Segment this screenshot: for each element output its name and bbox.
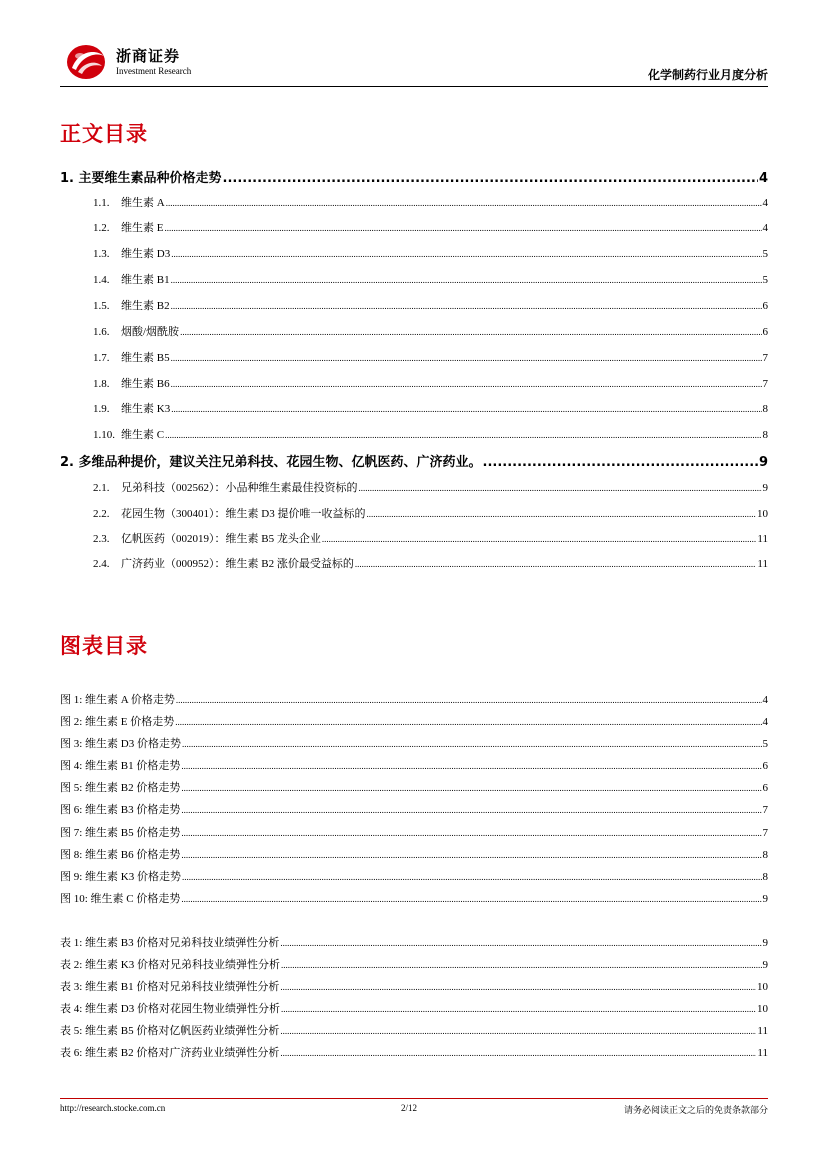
chart-entry[interactable] <box>60 691 768 707</box>
dot-leader <box>359 483 762 493</box>
dot-leader <box>180 327 761 337</box>
table-entry-page: 9 <box>762 937 768 949</box>
toc-entry-page: 11 <box>757 558 768 570</box>
dot-leader <box>483 455 758 470</box>
toc-entry-label: 维生素 E <box>121 222 164 234</box>
toc-entry-page: 9 <box>762 482 768 494</box>
chart-entry[interactable] <box>60 890 768 906</box>
dot-leader <box>355 559 757 569</box>
chart-entry-label: 图 6: 维生素 B3 价格走势 <box>60 804 181 816</box>
chart-entry-label: 图 8: 维生素 B6 价格走势 <box>60 849 181 861</box>
chart-entry-page: 8 <box>762 871 768 883</box>
table-entry-label: 表 3: 维生素 B1 价格对兄弟科技业绩弹性分析 <box>60 981 280 993</box>
toc-entry-label: 维生素 B6 <box>121 378 170 390</box>
chart-entry-label: 图 3: 维生素 D3 价格走势 <box>60 738 181 750</box>
dot-leader <box>165 430 761 440</box>
chart-entry-label: 图 5: 维生素 B2 价格走势 <box>60 782 181 794</box>
toc-entry-1-4[interactable] <box>93 271 768 287</box>
chart-entry-label: 图 7: 维生素 B5 价格走势 <box>60 827 181 839</box>
page-indicator: 2/12 <box>401 1103 418 1113</box>
chart-entry[interactable] <box>60 868 768 884</box>
table-entry[interactable] <box>60 1000 768 1016</box>
chart-entry-page: 9 <box>762 893 768 905</box>
toc-entry-label: 维生素 A <box>121 197 165 209</box>
toc-entry-page: 8 <box>762 403 768 415</box>
toc-entry-label: 广济药业（000952）：维生素 B2 涨价最受益标的 <box>121 558 354 570</box>
chart-entry-page: 4 <box>762 694 768 706</box>
toc-entry-label: 维生素 C <box>121 429 165 441</box>
chart-entry[interactable] <box>60 757 768 773</box>
toc-entry-page: 11 <box>757 533 768 545</box>
toc-entry-page: 7 <box>762 378 768 390</box>
table-entry-page: 9 <box>762 959 768 971</box>
chart-entry[interactable] <box>60 846 768 862</box>
chart-entry-page: 7 <box>762 827 768 839</box>
dot-leader <box>175 717 761 727</box>
chart-entry[interactable] <box>60 713 768 729</box>
toc-entry-2-1[interactable] <box>93 479 768 495</box>
toc-entry-page: 8 <box>762 429 768 441</box>
dot-leader <box>171 275 762 285</box>
toc-entry-page: 10 <box>757 508 768 520</box>
chart-entry-label: 图 2: 维生素 E 价格走势 <box>60 716 175 728</box>
header-divider <box>60 86 768 87</box>
dot-leader <box>280 1048 756 1058</box>
toc-entry-number: 1.9. <box>93 403 110 415</box>
contents-heading: 正文目录 <box>60 122 148 146</box>
dot-leader <box>181 850 761 860</box>
toc-entry-number: 2.3. <box>93 533 110 545</box>
brand-logo <box>64 38 214 82</box>
toc-entry-page: 5 <box>762 248 768 260</box>
toc-entry-page: 6 <box>762 326 768 338</box>
toc-entry-number: 1.5. <box>93 300 110 312</box>
dot-leader <box>181 761 761 771</box>
toc-entry-label: 兄弟科技（002562）：小品种维生素最佳投资标的 <box>121 482 358 494</box>
toc-entry-label: 1. 主要维生素品种价格走势 <box>60 171 222 186</box>
dot-leader <box>171 379 762 389</box>
toc-entry-1[interactable] <box>60 167 768 186</box>
toc-entry-page: 4 <box>762 222 768 234</box>
footer-url-link[interactable]: http://research.stocke.com.cn <box>60 1103 166 1113</box>
dot-leader <box>322 534 757 544</box>
figures-heading: 图表目录 <box>60 634 148 658</box>
toc-entry-page: 9 <box>758 455 768 470</box>
toc-entry-1-9[interactable] <box>93 400 768 416</box>
dot-leader <box>366 509 756 519</box>
toc-entry-1-8[interactable] <box>93 375 768 391</box>
table-entry[interactable] <box>60 934 768 950</box>
chart-entry-page: 6 <box>762 782 768 794</box>
dot-leader <box>281 1004 756 1014</box>
table-entry-page: 10 <box>757 981 768 993</box>
chart-entry-label: 图 1: 维生素 A 价格走势 <box>60 694 175 706</box>
dot-leader <box>182 739 762 749</box>
table-entry-label: 表 5: 维生素 B5 价格对亿帆医药业绩弹性分析 <box>60 1025 280 1037</box>
chart-entry-label: 图 10: 维生素 C 价格走势 <box>60 893 181 905</box>
table-entry-label: 表 6: 维生素 B2 价格对广济药业业绩弹性分析 <box>60 1047 280 1059</box>
toc-entry-label: 花园生物（300401）：维生素 D3 提价唯一收益标的 <box>121 508 366 520</box>
dot-leader <box>171 353 762 363</box>
toc-entry-label: 维生素 B5 <box>121 352 170 364</box>
toc-entry-page: 5 <box>762 274 768 286</box>
chart-entry[interactable] <box>60 824 768 840</box>
chart-entry-label: 图 9: 维生素 K3 价格走势 <box>60 871 181 883</box>
toc-entry-number: 1.2. <box>93 222 110 234</box>
footer-divider <box>60 1098 768 1099</box>
toc-entry-1-1[interactable] <box>93 194 768 210</box>
dot-leader <box>171 404 761 414</box>
dot-leader <box>181 805 761 815</box>
toc-entry-number: 1.1. <box>93 197 110 209</box>
dot-leader <box>176 695 762 705</box>
toc-entry-number: 2.1. <box>93 482 110 494</box>
table-entry[interactable] <box>60 978 768 994</box>
dot-leader <box>280 982 756 992</box>
chart-entry-page: 4 <box>762 716 768 728</box>
toc-entry-number: 1.4. <box>93 274 110 286</box>
toc-entry-2-3[interactable] <box>93 530 768 546</box>
toc-entry-2-4[interactable] <box>93 555 768 571</box>
dot-leader <box>171 249 761 259</box>
dot-leader <box>171 301 762 311</box>
chart-entry-page: 5 <box>762 738 768 750</box>
chart-entry[interactable] <box>60 801 768 817</box>
dot-leader <box>181 828 761 838</box>
toc-entry-number: 1.10. <box>93 429 115 441</box>
dot-leader <box>181 894 761 904</box>
table-entry-label: 表 1: 维生素 B3 价格对兄弟科技业绩弹性分析 <box>60 937 280 949</box>
toc-entry-page: 4 <box>758 171 768 186</box>
dot-leader <box>164 223 761 233</box>
toc-entry-page: 4 <box>762 197 768 209</box>
toc-entry-1-2[interactable] <box>93 219 768 235</box>
dot-leader <box>182 872 762 882</box>
chart-entry[interactable] <box>60 779 768 795</box>
toc-entry-1-10[interactable] <box>93 426 768 442</box>
toc-entry-page: 7 <box>762 352 768 364</box>
dot-leader <box>280 938 761 948</box>
toc-entry-number: 1.8. <box>93 378 110 390</box>
toc-entry-label: 维生素 B2 <box>121 300 170 312</box>
toc-entry-number: 2.4. <box>93 558 110 570</box>
chart-entry-page: 8 <box>762 849 768 861</box>
toc-entry-label: 维生素 D3 <box>121 248 171 260</box>
toc-entry-page: 6 <box>762 300 768 312</box>
table-entry[interactable] <box>60 1022 768 1038</box>
table-entry-page: 10 <box>757 1003 768 1015</box>
toc-entry-number: 1.7. <box>93 352 110 364</box>
dot-leader <box>223 171 758 186</box>
chart-entry-label: 图 4: 维生素 B1 价格走势 <box>60 760 181 772</box>
dot-leader <box>280 1026 756 1036</box>
chart-entry[interactable] <box>60 735 768 751</box>
toc-entry-1-7[interactable] <box>93 349 768 365</box>
page-header <box>60 36 768 88</box>
toc-entry-label: 维生素 K3 <box>121 403 171 415</box>
dot-leader <box>181 783 761 793</box>
dot-leader <box>281 960 762 970</box>
report-title: 化学制药行业月度分析 <box>647 68 768 82</box>
toc-entry-number: 1.6. <box>93 326 110 338</box>
toc-entry-label: 维生素 B1 <box>121 274 170 286</box>
toc-entry-1-5[interactable] <box>93 297 768 313</box>
table-entry[interactable] <box>60 956 768 972</box>
table-entry[interactable] <box>60 1044 768 1060</box>
brand-name-en: Investment Research <box>116 66 192 76</box>
toc-entry-label: 2. 多维品种提价，建议关注兄弟科技、花园生物、亿帆医药、广济药业。 <box>60 455 482 470</box>
toc-entry-label: 亿帆医药（002019）：维生素 B5 龙头企业 <box>121 533 321 545</box>
footer-disclaimer: 请务必阅读正文之后的免责条款部分 <box>623 1105 768 1115</box>
table-entry-label: 表 4: 维生素 D3 价格对花园生物业绩弹性分析 <box>60 1003 280 1015</box>
toc-entry-label: 烟酸/烟酰胺 <box>121 326 180 338</box>
table-entry-page: 11 <box>757 1025 768 1037</box>
table-entry-page: 11 <box>757 1047 768 1059</box>
chart-entry-page: 6 <box>762 760 768 772</box>
toc-entry-1-3[interactable] <box>93 245 768 261</box>
toc-entry-2-2[interactable] <box>93 505 768 521</box>
brand-name-cn: 浙商证券 <box>116 47 181 65</box>
toc-entry-number: 1.3. <box>93 248 110 260</box>
brand-emblem-icon <box>64 38 110 82</box>
dot-leader <box>166 198 762 208</box>
chart-entry-page: 7 <box>762 804 768 816</box>
toc-entry-1-6[interactable] <box>93 323 768 339</box>
toc-entry-2[interactable] <box>60 451 768 470</box>
toc-entry-number: 2.2. <box>93 508 110 520</box>
table-entry-label: 表 2: 维生素 K3 价格对兄弟科技业绩弹性分析 <box>60 959 280 971</box>
